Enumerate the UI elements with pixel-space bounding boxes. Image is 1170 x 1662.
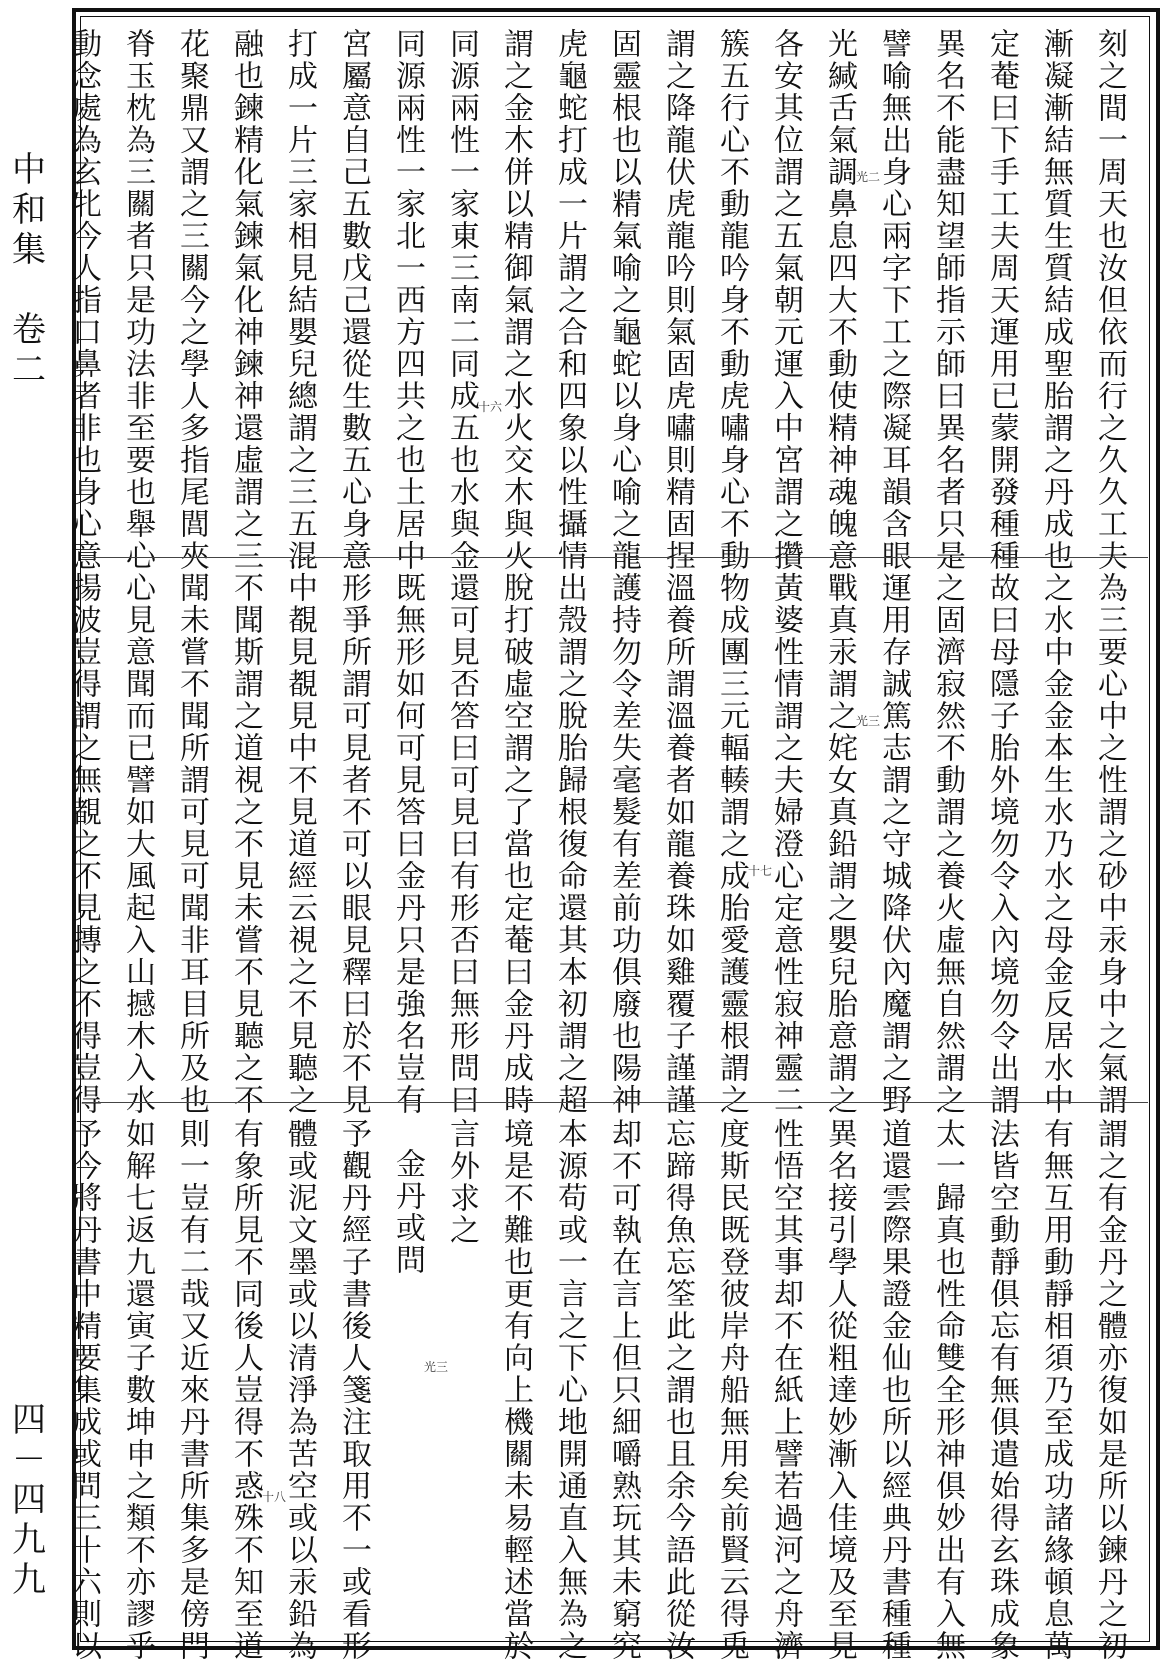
text-column: 道還雲際果證金仙也所以經典丹書種種 [876, 1118, 911, 1662]
text-column: 法皆空動靜俱忘有無俱遣始得玄珠成象 [984, 1118, 1019, 1662]
text-column: 為三要心中之性謂之砂中汞身中之氣謂 [1092, 572, 1127, 1116]
text-band-middle [66, 562, 1148, 1116]
text-column: 花聚鼎又謂之三關今之學人多指尾閭夾 [174, 28, 209, 572]
margin-char: 卷 [12, 310, 46, 350]
text-column: 忘蹄得魚忘筌此之謂也且余今語此從汝 [660, 1118, 695, 1662]
text-column: 有象所見不同後人豈得不惑殊不知至道 [228, 1118, 263, 1662]
text-column: 如解七返九還寅子數坤申之類不亦謬乎 [120, 1118, 155, 1662]
text-column: 謂之降龍伏虎龍吟則氣固虎嘯則精固捏 [660, 28, 695, 572]
margin-char: 中 [12, 150, 46, 190]
text-column: 異名不能盡知望師指示師曰異名者只是 [930, 28, 965, 572]
margin-char: 四 [12, 1480, 46, 1520]
text-column: 還可見否答曰可見曰有形否曰無形問曰 [444, 572, 479, 1116]
text-column: 性悟空其事却不在紙上譬若過河之舟濟 [768, 1118, 803, 1662]
text-column: 聞未嘗不聞所謂可見可聞非耳目所及也 [174, 572, 209, 1116]
text-column: 物成團三元輻輳謂之成胎愛護靈根謂之 [714, 572, 749, 1116]
leaf-marker: 十六 [478, 400, 503, 414]
text-column: 虎龜蛇打成一片謂之合和四象以性攝情 [552, 28, 587, 572]
text-column: 刻之間一周天也汝但依而行之久久工夫 [1092, 28, 1127, 572]
text-column: 太一歸真也性命雙全形神俱妙出有入無 [930, 1118, 965, 1662]
text-column: 譬喻無出身心兩字下工之際凝耳韻含眼 [876, 28, 911, 572]
text-column: 揚波豈得謂之無覩之不見摶之不得豈得 [66, 572, 101, 1116]
text-column: 護持勿令差失毫髮有差前功俱廢也陽神 [606, 572, 641, 1116]
text-column: 形爭所謂可見者不可以眼見釋曰於不見 [336, 572, 371, 1116]
text-column: 溫養所謂溫養者如龍養珠如雞覆子謹謹 [660, 572, 695, 1116]
margin-char: 和 [12, 190, 46, 230]
text-column: 中覩見覩見中不見道經云視之不見聽之 [282, 572, 317, 1116]
margin-char: 集 [12, 230, 46, 270]
text-column: 謂之金木併以精御氣謂之水火交木與火 [498, 28, 533, 572]
text-column: 有無互用動靜相須乃至成功諸緣頓息萬 [1038, 1118, 1073, 1662]
margin-char: 九 [12, 1560, 46, 1600]
text-column: 之固濟寂然不動謂之養火虛無自然謂之 [930, 572, 965, 1116]
text-band-bottom [66, 1108, 1148, 1662]
leaf-marker: 光三 [856, 714, 881, 728]
text-column: 戰真汞謂之姹女真鉛謂之嬰兒胎意謂之 [822, 572, 857, 1116]
text-column: 謂之有金丹之體亦復如是所以鍊丹之初 [1092, 1118, 1127, 1662]
text-column: 各安其位謂之五氣朝元運入中宮謂之攢 [768, 28, 803, 572]
margin-book-title [0, 150, 58, 390]
text-column: 同源兩性一家北一西方四共之也土居中 [390, 28, 425, 572]
text-column: 出殼謂之脫胎歸根復命還其本初謂之超 [552, 572, 587, 1116]
text-column: 簇五行心不動龍吟身不動虎嘯身心不動 [714, 28, 749, 572]
text-column: 固靈根也以精氣喻之龜蛇以身心喻之龍 [606, 28, 641, 572]
text-column: 度斯民既登彼岸舟船無用矣前賢云得兎 [714, 1118, 749, 1662]
text-column: 則一豈有二哉又近來丹書所集多是傍門 [174, 1118, 209, 1662]
text-column: 漸凝漸結無質生質結成聖胎謂之丹成也 [1038, 28, 1073, 572]
text-column: 予觀丹經子書後人箋注取用不一或看形 [336, 1118, 371, 1662]
margin-char: 九 [12, 1520, 46, 1560]
text-column: 境是不難也更有向上機關未易輕述當於 [498, 1118, 533, 1662]
text-column: 却不可執在言上但只細嚼熟玩其未窮究 [606, 1118, 641, 1662]
leaf-marker: 光三 [424, 1360, 449, 1374]
text-column: 心見意聞而已譬如大風起入山撼木入水 [120, 572, 155, 1116]
text-column: 脊玉枕為三關者只是功法非至要也舉心 [120, 28, 155, 572]
margin-char: － [12, 1440, 46, 1480]
text-column: 脫打破虛空謂之了當也定菴曰金丹成時 [498, 572, 533, 1116]
text-column: 言外求之 [444, 1118, 479, 1246]
text-column: 本源苟或一言之下心地開通直入無為之 [552, 1118, 587, 1662]
text-column: 打成一片三家相見結嬰兒總謂之三五混 [282, 28, 317, 572]
band-divider [82, 1102, 1148, 1103]
text-column: 融也鍊精化氣鍊氣化神鍊神還虛謂之三 [228, 28, 263, 572]
text-column: 黃婆性情謂之夫婦澄心定意性寂神靈二 [768, 572, 803, 1116]
text-column: 動念處為玄牝今人指口鼻者非也身心意 [66, 28, 101, 572]
margin-page-number [0, 1400, 58, 1600]
text-column: 不聞斯謂之道視之不見未嘗不見聽之不 [228, 572, 263, 1116]
band-divider [82, 557, 1148, 558]
text-column: 定菴曰下手工夫周天運用已蒙開發種種 [984, 28, 1019, 572]
section-heading: 金丹或問 [390, 1148, 425, 1276]
leaf-marker: 十八 [262, 1490, 287, 1504]
margin-char [24, 270, 35, 310]
text-column: 既無形如何可見答曰金丹只是強名豈有 [390, 572, 425, 1116]
margin-char: 二 [12, 350, 46, 390]
leaf-marker: 光二 [856, 170, 881, 184]
text-column: 故曰母隱子胎外境勿令入內境勿令出謂 [984, 572, 1019, 1116]
text-band-top [66, 18, 1148, 572]
text-column: 體或泥文墨或以清淨為苦空或以汞鉛為 [282, 1118, 317, 1662]
text-column: 宮屬意自己五數戊己還從生數五心身意 [336, 28, 371, 572]
leaf-marker: 十七 [748, 864, 773, 878]
text-column: 予今將丹書中精要集成或問三十六則以 [66, 1118, 101, 1662]
text-column: 運用存誠篤志謂之守城降伏內魔謂之野 [876, 572, 911, 1116]
text-column: 之水中金金本生水乃水之母金反居水中 [1038, 572, 1073, 1116]
text-column: 同源兩性一家東三南二同成五也水與金 [444, 28, 479, 572]
text-column: 異名接引學人從粗達妙漸入佳境及至見 [822, 1118, 857, 1662]
text-column: 光緘舌氣調鼻息四大不動使精神魂魄意 [822, 28, 857, 572]
margin-char: 四 [12, 1400, 46, 1440]
